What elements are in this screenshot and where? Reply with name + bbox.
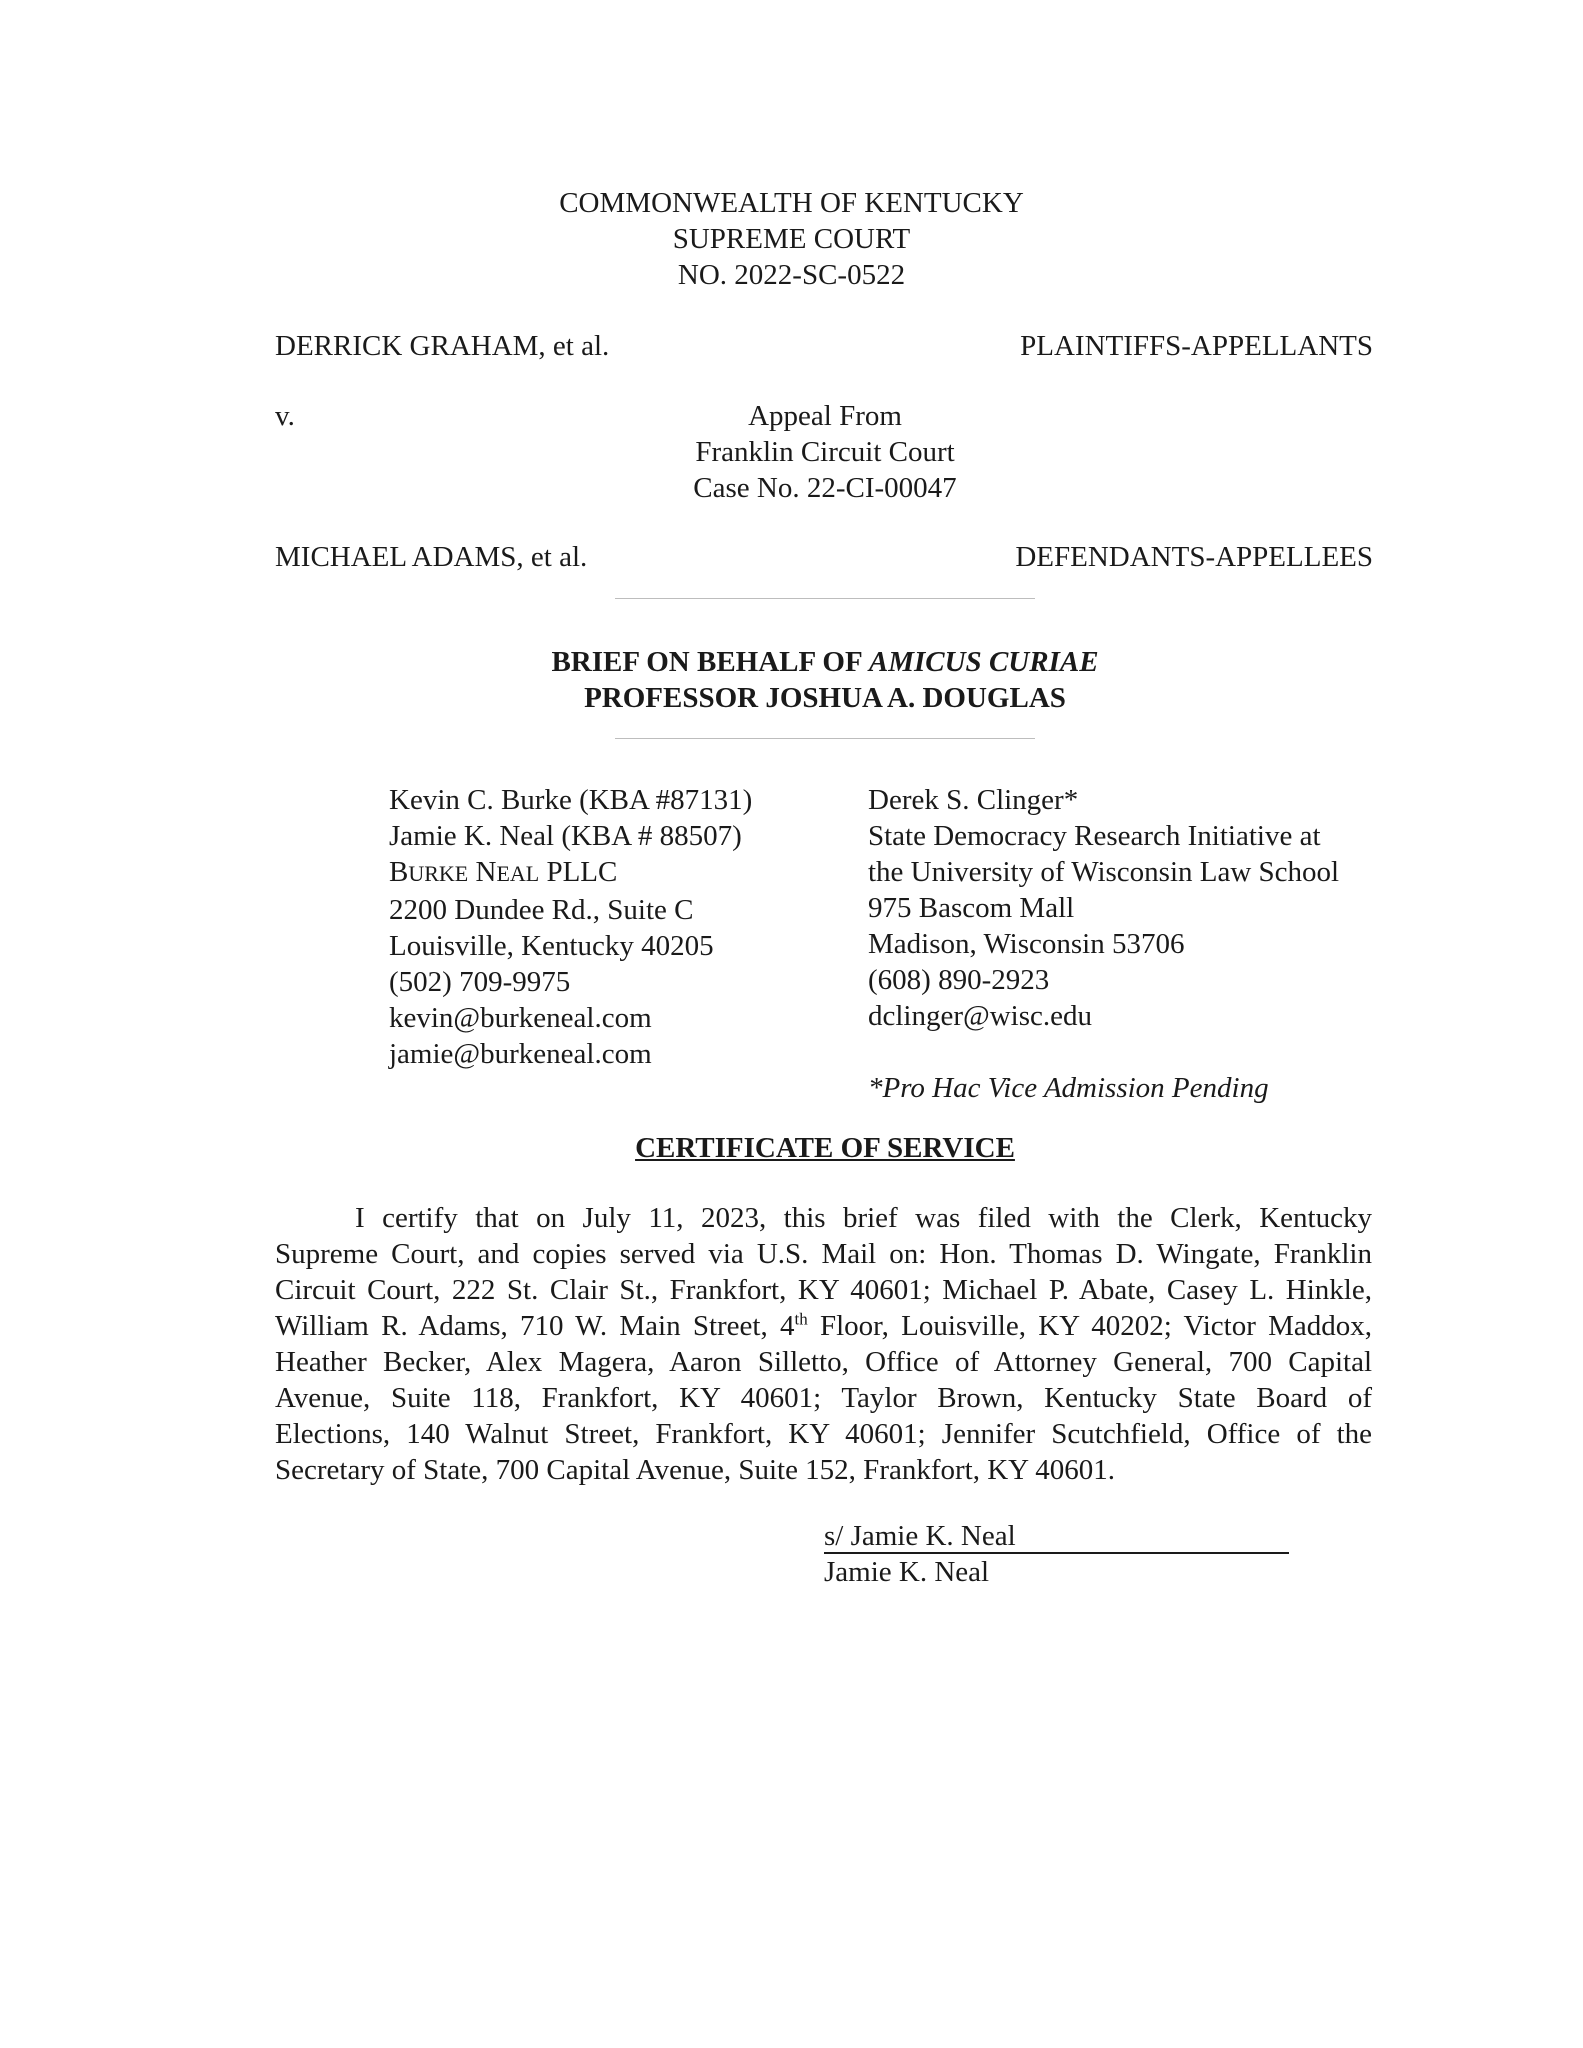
certificate-line-4: William R. Adams, 710 W. Main Street, 4th Floor, Louisville, KY 40202; Victor Maddox, — [275, 1309, 1372, 1342]
certificate-line-3: Circuit Court, 222 St. Clair St., Frankfort, KY 40601; Michael P. Abate, Casey L. Hinkle, — [275, 1274, 1372, 1306]
counsel-neal: Jamie K. Neal (KBA # 88507) — [389, 820, 742, 852]
email-kevin: kevin@burkeneal.com — [389, 1002, 652, 1034]
brief-title — [0, 644, 1583, 716]
signature-block — [824, 1518, 1289, 1590]
appeal-case-number: Case No. 22-CI-00047 — [693, 472, 957, 504]
certificate-line-6: Avenue, Suite 118, Frankfort, KY 40601; Taylor Brown, Kentucky State Board of — [275, 1382, 1372, 1414]
certificate-heading: CERTIFICATE OF SERVICE — [635, 1132, 1015, 1164]
appeal-from: Appeal From — [748, 400, 902, 432]
email-jamie: jamie@burkeneal.com — [389, 1038, 652, 1070]
court-name: SUPREME COURT — [672, 223, 911, 255]
counsel-right — [868, 782, 1339, 1106]
plaintiff-name: DERRICK GRAHAM, et al. — [275, 330, 610, 362]
firm-city: Louisville, Kentucky 40205 — [389, 930, 714, 962]
counsel-left — [389, 782, 752, 1072]
signatory-name: Jamie K. Neal — [824, 1556, 990, 1588]
certificate-body — [275, 1200, 1372, 1488]
certificate-line-1: I certify that on July 11, 2023, this brief was filed with the Clerk, Kentucky — [355, 1202, 1372, 1234]
clinger-city: Madison, Wisconsin 53706 — [868, 928, 1185, 960]
appeal-from-block — [0, 398, 1583, 506]
defendant-name: MICHAEL ADAMS, et al. — [275, 541, 588, 573]
pro-hac-vice-note: *Pro Hac Vice Admission Pending — [868, 1072, 1269, 1104]
divider-top — [615, 598, 1035, 599]
firm-street: 2200 Dundee Rd., Suite C — [389, 894, 694, 926]
certificate-line-8: Secretary of State, 700 Capital Avenue, Suite 152, Frankfort, KY 40601. — [275, 1454, 1116, 1486]
defendant-role: DEFENDANTS-APPELLEES — [1015, 541, 1373, 573]
plaintiff-role: PLAINTIFFS-APPELLANTS — [1020, 330, 1373, 362]
counsel-clinger: Derek S. Clinger* — [868, 784, 1079, 816]
certificate-line-2: Supreme Court, and copies served via U.S. Mail on: Hon. Thomas D. Wingate, Franklin — [275, 1238, 1372, 1270]
court-header — [0, 185, 1583, 293]
firm-phone: (502) 709-9975 — [389, 966, 571, 998]
clinger-email: dclinger@wisc.edu — [868, 1000, 1092, 1032]
court-commonwealth: COMMONWEALTH OF KENTUCKY — [559, 187, 1024, 219]
versus: v. — [275, 400, 295, 432]
signature-line: s/ Jamie K. Neal — [824, 1520, 1289, 1554]
certificate-line-5: Heather Becker, Alex Magera, Aaron Silletto, Office of Attorney General, 700 Capital — [275, 1346, 1372, 1378]
appeal-court: Franklin Circuit Court — [695, 436, 955, 468]
brief-title-line1: BRIEF ON BEHALF OF AMICUS CURIAE — [551, 646, 1099, 678]
law-firm-name: BURKE NEAL PLLC — [389, 856, 618, 888]
case-number: NO. 2022-SC-0522 — [677, 259, 906, 291]
clinger-org-line2: the University of Wisconsin Law School — [868, 856, 1340, 888]
clinger-org-line1: State Democracy Research Initiative at — [868, 820, 1321, 852]
clinger-phone: (608) 890-2923 — [868, 964, 1050, 996]
certificate-line-7: Elections, 140 Walnut Street, Frankfort, KY 40601; Jennifer Scutchfield, Office of the — [275, 1418, 1372, 1450]
counsel-burke: Kevin C. Burke (KBA #87131) — [389, 784, 753, 816]
brief-title-line2: PROFESSOR JOSHUA A. DOUGLAS — [584, 682, 1066, 714]
divider-bottom — [615, 738, 1035, 739]
clinger-street: 975 Bascom Mall — [868, 892, 1075, 924]
